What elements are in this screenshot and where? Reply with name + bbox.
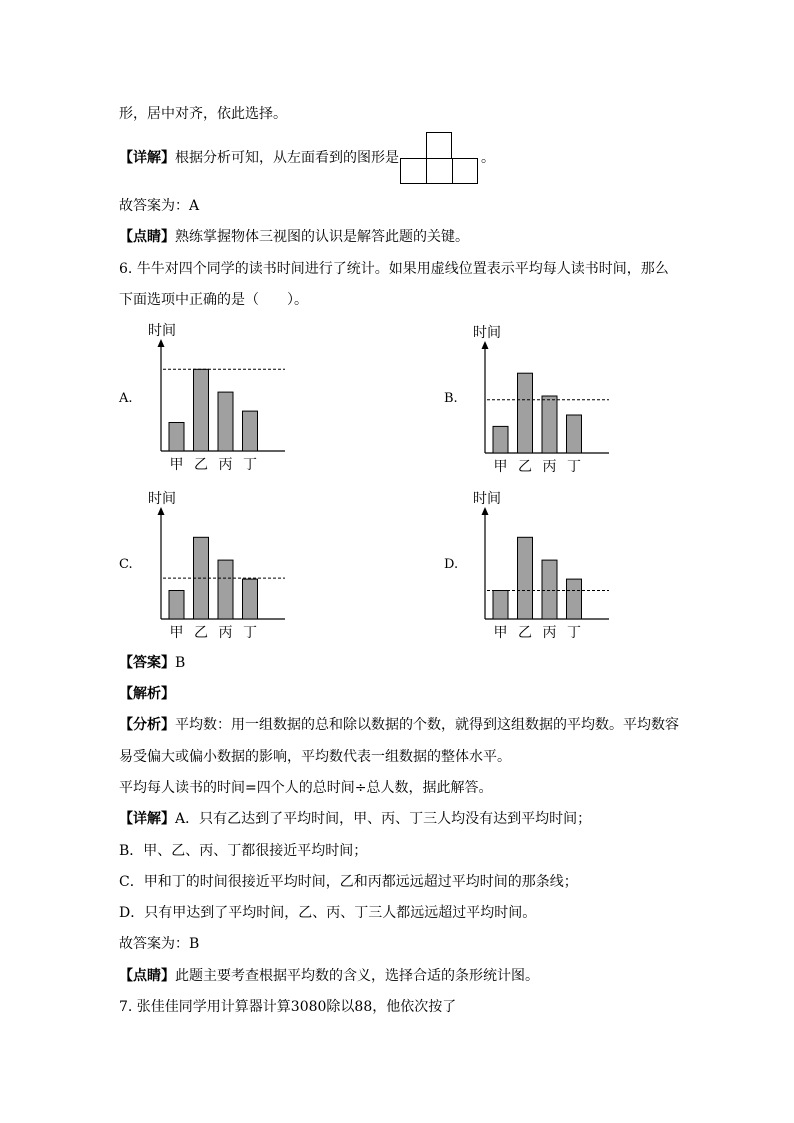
bar-甲: [169, 591, 184, 620]
text-line: 故答案为：A: [119, 198, 200, 214]
y-axis-arrow: [482, 507, 489, 515]
text-line: 【详解】根据分析可知，从左面看到的图形是 。: [119, 150, 495, 166]
bar-丁: [243, 411, 258, 451]
bar-chart: [475, 501, 625, 651]
analysis-line: 易受偏大或偏小数据的影响，平均数代表一组数据的整体水平。: [119, 749, 511, 765]
x-tick-label: 甲: [493, 625, 508, 641]
chart-option-label: B.: [444, 391, 458, 406]
bar-丁: [567, 415, 582, 453]
bar-甲: [493, 426, 508, 453]
question-7: 7. 张佳佳同学用计算器计算3080除以88，他依次按了: [119, 999, 457, 1015]
section-tag: 【分析】: [119, 717, 175, 733]
bar-丙: [218, 392, 233, 451]
bar-乙: [518, 373, 533, 453]
section-tag: 【答案】: [119, 655, 175, 671]
chart-ylabel: 时间: [473, 491, 501, 507]
bar-丙: [542, 396, 557, 453]
x-tick-label: 甲: [169, 625, 184, 641]
bar-丁: [567, 579, 582, 619]
section-tag: 【详解】: [119, 811, 175, 827]
analysis-line: B．甲、乙、丙、丁都很接近平均时间；: [119, 843, 368, 859]
analysis-line: 【详解】A．只有乙达到了平均时间，甲、丙、丁三人均没有达到平均时间；: [119, 811, 592, 827]
x-tick-label: 丙: [542, 625, 557, 641]
bar-丁: [243, 579, 258, 619]
x-tick-label: 乙: [518, 459, 532, 475]
x-tick-label: 丙: [542, 459, 557, 475]
figure-square: [426, 158, 453, 184]
text-line: 【点睛】熟练掌握物体三视图的认识是解答此题的关键。: [119, 229, 469, 245]
answer-line: 【答案】B: [119, 655, 186, 671]
left-view-figure: [400, 132, 478, 184]
bar-乙: [194, 369, 209, 451]
analysis-heading: 【解析】: [119, 686, 175, 702]
chart-option-label: C.: [119, 557, 133, 572]
question-6: 6. 牛牛对四个同学的读书时间进行了统计。如果用虚线位置表示平均每人读书时间，那么: [119, 261, 669, 277]
analysis-line: 【分析】平均数：用一组数据的总和除以数据的个数，就得到这组数据的平均数。平均数容: [119, 717, 679, 733]
x-tick-label: 丁: [567, 625, 581, 641]
figure-square: [400, 158, 427, 184]
chart-ylabel: 时间: [473, 325, 501, 341]
text-line: 形，居中对齐，依此选择。: [119, 106, 287, 122]
bar-chart: [151, 333, 301, 483]
analysis-line: 故答案为：B: [119, 936, 200, 952]
analysis-line: D．只有甲达到了平均时间，乙、丙、丁三人都远远超过平均时间。: [119, 905, 537, 921]
bar-甲: [493, 591, 508, 620]
bar-丙: [542, 560, 557, 619]
x-tick-label: 乙: [194, 457, 208, 473]
x-tick-label: 丁: [243, 625, 257, 641]
y-axis-arrow: [158, 339, 165, 347]
x-tick-label: 乙: [518, 625, 532, 641]
section-tag: 【点睛】: [119, 229, 175, 245]
bar-丙: [218, 560, 233, 619]
analysis-line: C．甲和丁的时间很接近平均时间，乙和丙都远远超过平均时间的那条线；: [119, 874, 578, 890]
x-tick-label: 丁: [567, 459, 581, 475]
analysis-line: 平均每人读书的时间=四个人的总时间÷总人数，据此解答。: [119, 780, 493, 796]
x-tick-label: 丙: [218, 457, 233, 473]
text-line: 下面选项中正确的是（ ）。: [119, 292, 308, 308]
x-tick-label: 甲: [493, 459, 508, 475]
x-tick-label: 甲: [169, 457, 184, 473]
section-tag: 【详解】: [119, 150, 175, 166]
bar-chart: [475, 335, 625, 485]
analysis-line: 【点睛】此题主要考查根据平均数的含义，选择合适的条形统计图。: [119, 968, 539, 984]
figure-square: [452, 158, 478, 184]
figure-square: [426, 132, 452, 159]
x-tick-label: 丁: [243, 457, 257, 473]
y-axis-arrow: [482, 341, 489, 349]
x-tick-label: 乙: [194, 625, 208, 641]
chart-ylabel: 时间: [148, 491, 176, 507]
y-axis-arrow: [158, 507, 165, 515]
x-tick-label: 丙: [218, 625, 233, 641]
bar-chart: [151, 501, 301, 651]
chart-option-label: D.: [444, 557, 459, 572]
bar-乙: [518, 537, 533, 619]
chart-ylabel: 时间: [148, 323, 176, 339]
section-tag: 【点睛】: [119, 968, 175, 984]
chart-option-label: A.: [119, 391, 133, 406]
bar-甲: [169, 423, 184, 452]
